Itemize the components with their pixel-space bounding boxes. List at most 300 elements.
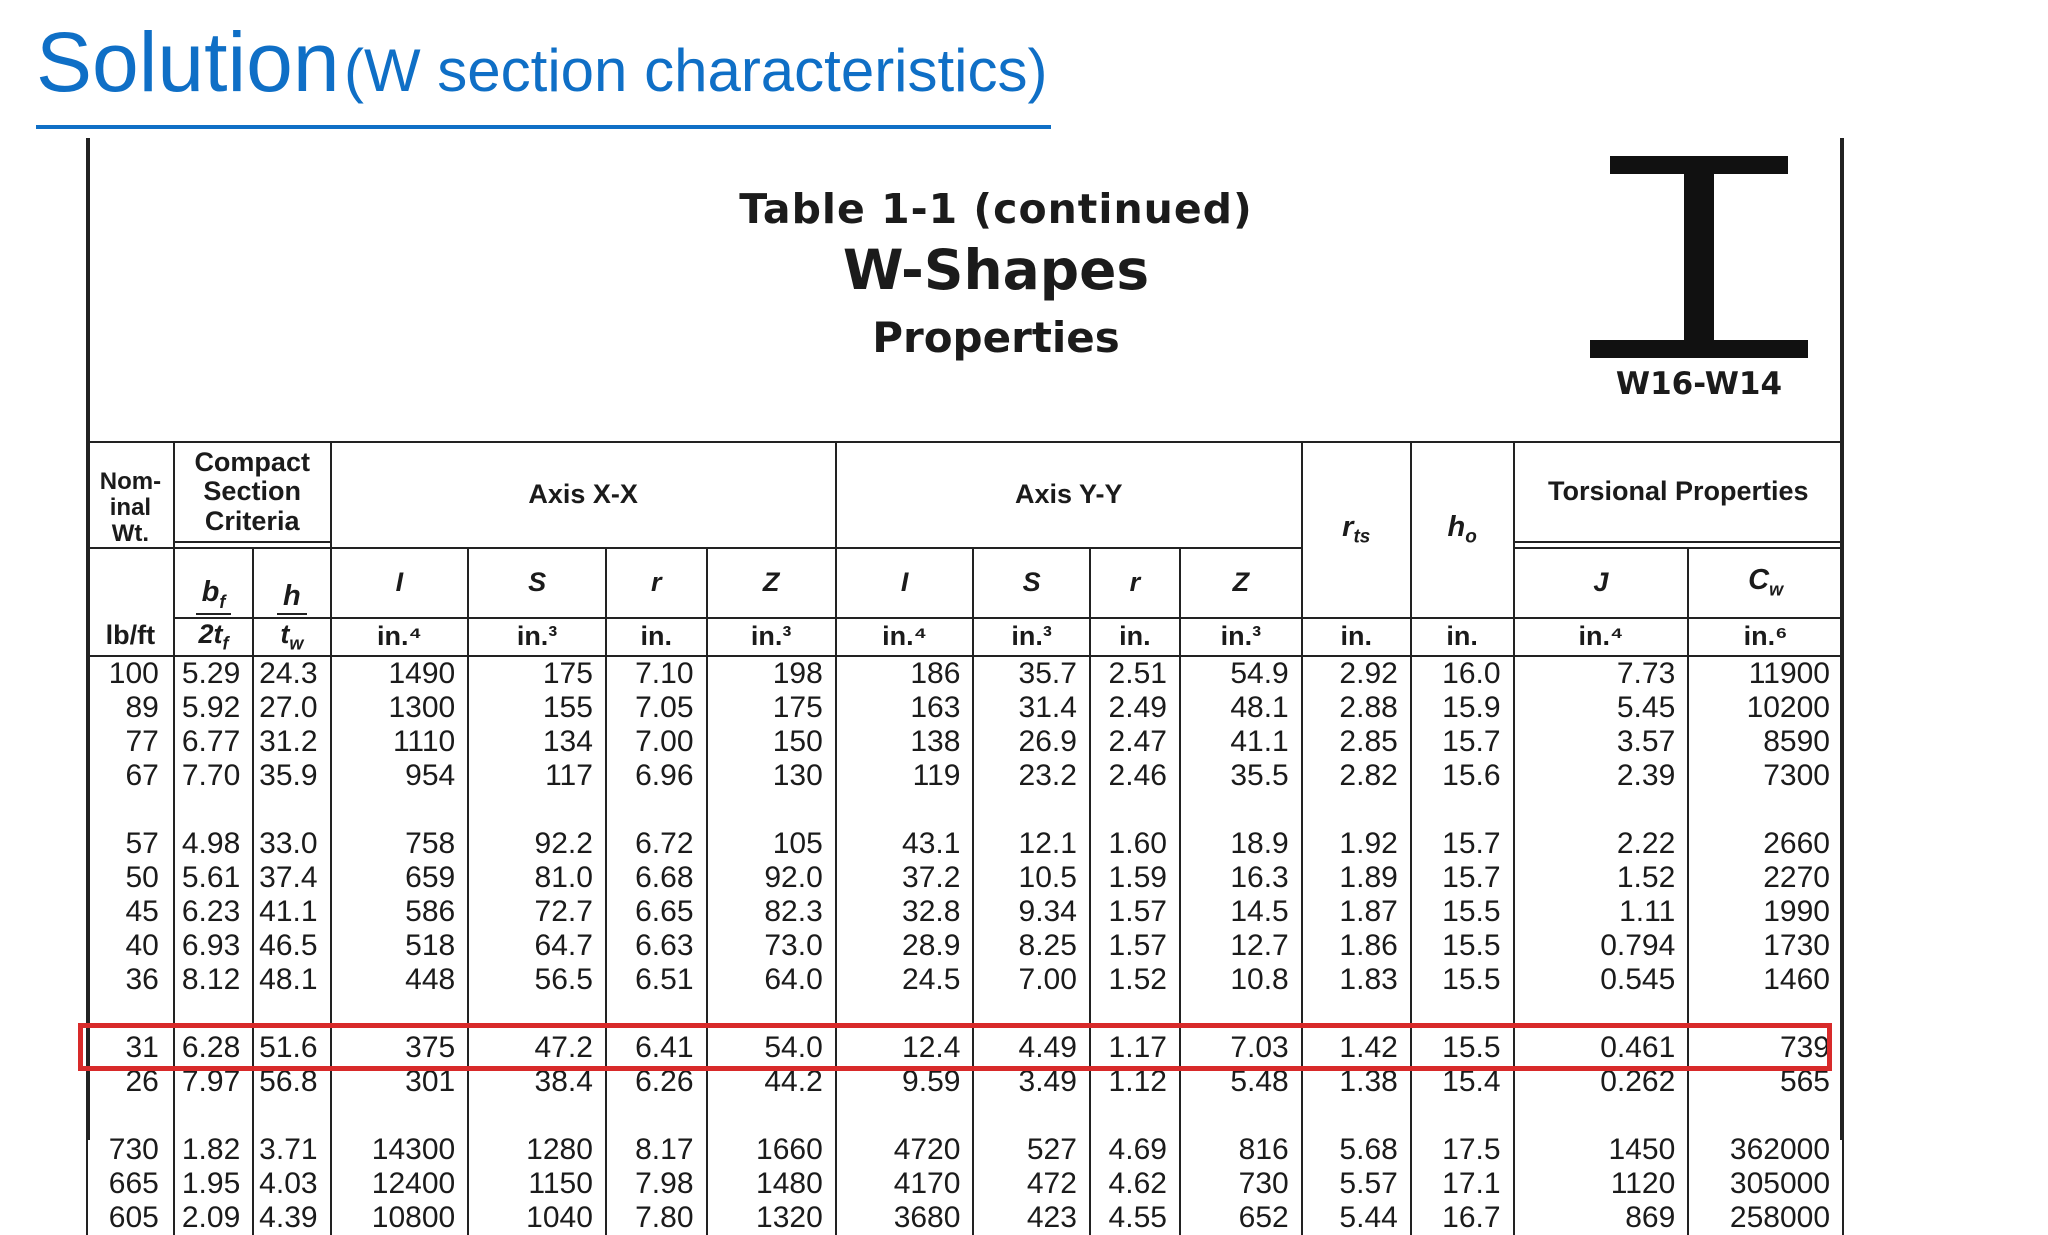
shape-range-label: W16-W14: [1615, 366, 1783, 402]
table-cell: 11900: [1688, 656, 1843, 691]
cw-header: $C_w$: [1688, 548, 1843, 618]
slide-title-subtitle: (W section characteristics): [344, 37, 1048, 104]
table-cell: 31: [87, 1031, 174, 1065]
table-cell: 8590: [1688, 725, 1843, 759]
table-cell: 2.22: [1514, 827, 1689, 861]
table-cell: 138: [836, 725, 974, 759]
table-cell: 57: [87, 827, 174, 861]
table-row: [87, 1167, 1843, 1201]
h-tw-header: h: [253, 548, 330, 618]
table-cell: 36: [87, 963, 174, 997]
table-cell: 46.5: [253, 929, 330, 963]
table-cell: 6.65: [606, 895, 707, 929]
table-cell: 2.92: [1302, 656, 1411, 691]
unit-cell: in.³: [1180, 618, 1302, 656]
table-cell: 816: [1180, 1133, 1302, 1167]
table-cell: 3.57: [1514, 725, 1689, 759]
table-cell: 45: [87, 895, 174, 929]
spacer-cell: [87, 793, 174, 827]
table-cell: 15.5: [1411, 895, 1514, 929]
table-cell: 31.4: [973, 691, 1089, 725]
table-cell: 5.57: [1302, 1167, 1411, 1201]
torsional-properties-header: Torsional Properties: [1514, 442, 1843, 542]
slide-title-main: Solution: [36, 15, 340, 109]
table-cell: 77: [87, 725, 174, 759]
table-cell: 9.34: [973, 895, 1089, 929]
table-cell: 1.95: [174, 1167, 253, 1201]
units-row: [87, 618, 1843, 656]
table-cell: 1320: [707, 1201, 836, 1235]
unit-cell: in.⁴: [836, 618, 974, 656]
table-cell: 527: [973, 1133, 1089, 1167]
table-row: [87, 929, 1843, 963]
nominal-weight-blank: lb/ft: [87, 548, 174, 656]
table-cell: 43.1: [836, 827, 974, 861]
spacer-cell: [973, 793, 1089, 827]
table-cell: 8.17: [606, 1133, 707, 1167]
iy-header: I: [836, 548, 974, 618]
table-cell: 1.17: [1090, 1031, 1180, 1065]
table-cell: 14.5: [1180, 895, 1302, 929]
table-cell: 1280: [468, 1133, 606, 1167]
table-cell: 6.72: [606, 827, 707, 861]
spacer-cell: [1411, 1099, 1514, 1133]
table-cell: 6.41: [606, 1031, 707, 1065]
table-row: [87, 827, 1843, 861]
table-cell: 16.0: [1411, 656, 1514, 691]
rx-header: r: [606, 548, 707, 618]
table-cell: 4.98: [174, 827, 253, 861]
table-cell: 1.86: [1302, 929, 1411, 963]
table-cell: 7.97: [174, 1065, 253, 1099]
table-cell: 6.77: [174, 725, 253, 759]
table-cell: 92.2: [468, 827, 606, 861]
compact-section-header: Compact Section Criteria: [174, 442, 331, 542]
table-cell: 37.2: [836, 861, 974, 895]
table-cell: 565: [1688, 1065, 1843, 1099]
table-cell: 7.03: [1180, 1031, 1302, 1065]
spacer-cell: [836, 793, 974, 827]
table-cell: 4170: [836, 1167, 974, 1201]
table-cell: 1480: [707, 1167, 836, 1201]
table-cell: 2.51: [1090, 656, 1180, 691]
properties-table: [86, 441, 1844, 1235]
table-cell: 869: [1514, 1201, 1689, 1235]
group-spacer: [87, 793, 1843, 827]
table-cell: 16.7: [1411, 1201, 1514, 1235]
table-cell: 1460: [1688, 963, 1843, 997]
table-cell: 1.89: [1302, 861, 1411, 895]
table-cell: 67: [87, 759, 174, 793]
table-cell: 175: [707, 691, 836, 725]
table-cell: 6.51: [606, 963, 707, 997]
table-cell: 32.8: [836, 895, 974, 929]
table-cell: 1.83: [1302, 963, 1411, 997]
table-cell: 2.49: [1090, 691, 1180, 725]
table-cell: 2270: [1688, 861, 1843, 895]
nominal-weight-header: Nom- inal Wt.: [87, 442, 174, 548]
spacer-cell: [1090, 1099, 1180, 1133]
table-cell: 1.82: [174, 1133, 253, 1167]
table-cell: 1.92: [1302, 827, 1411, 861]
table-cell: 56.5: [468, 963, 606, 997]
spacer-cell: [973, 1099, 1089, 1133]
spacer-cell: [1514, 793, 1689, 827]
table-cell: 2.47: [1090, 725, 1180, 759]
table-cell: 26: [87, 1065, 174, 1099]
table-cell: 15.6: [1411, 759, 1514, 793]
table-cell: 15.7: [1411, 725, 1514, 759]
table-cell: 48.1: [253, 963, 330, 997]
table-cell: 362000: [1688, 1133, 1843, 1167]
table-cell: 1.87: [1302, 895, 1411, 929]
ho-header: $h_o$: [1411, 442, 1514, 618]
table-cell: 15.5: [1411, 1031, 1514, 1065]
spacer-cell: [707, 1099, 836, 1133]
table-cell: 41.1: [253, 895, 330, 929]
table-cell: 150: [707, 725, 836, 759]
table-cell: 6.68: [606, 861, 707, 895]
table-cell: 2.85: [1302, 725, 1411, 759]
highlight-box-w31: [78, 1023, 1832, 1071]
table-cell: 0.262: [1514, 1065, 1689, 1099]
table-cell: 4.39: [253, 1201, 330, 1235]
table-cell: 2.09: [174, 1201, 253, 1235]
group-spacer: [87, 1099, 1843, 1133]
unit-cell: in.: [1411, 618, 1514, 656]
table-cell: 5.45: [1514, 691, 1689, 725]
table-cell: 17.1: [1411, 1167, 1514, 1201]
table-cell: 1450: [1514, 1133, 1689, 1167]
table-cell: 105: [707, 827, 836, 861]
table-cell: 56.8: [253, 1065, 330, 1099]
bf-2tf-denominator: $2t_f$: [174, 618, 253, 656]
table-cell: 10.5: [973, 861, 1089, 895]
table-cell: 23.2: [973, 759, 1089, 793]
table-cell: 117: [468, 759, 606, 793]
spacer-cell: [836, 1099, 974, 1133]
table-cell: 5.48: [1180, 1065, 1302, 1099]
table-cell: 1.60: [1090, 827, 1180, 861]
properties-table-body: [87, 656, 1843, 1235]
table-cell: 5.68: [1302, 1133, 1411, 1167]
zy-header: Z: [1180, 548, 1302, 618]
table-cell: 5.29: [174, 656, 253, 691]
table-cell: 605: [87, 1201, 174, 1235]
table-cell: 15.7: [1411, 861, 1514, 895]
table-cell: 258000: [1688, 1201, 1843, 1235]
spacer-cell: [1411, 793, 1514, 827]
table-cell: 48.1: [1180, 691, 1302, 725]
table-cell: 1490: [331, 656, 469, 691]
table-cell: 9.59: [836, 1065, 974, 1099]
table-cell: 12.1: [973, 827, 1089, 861]
table-cell: 586: [331, 895, 469, 929]
spacer-cell: [1180, 793, 1302, 827]
table-cell: 7.05: [606, 691, 707, 725]
table-cell: 7.73: [1514, 656, 1689, 691]
table-cell: 12400: [331, 1167, 469, 1201]
table-cell: 652: [1180, 1201, 1302, 1235]
table-row: [87, 1133, 1843, 1167]
table-heading-line2: W-Shapes: [842, 238, 1150, 302]
table-cell: 423: [973, 1201, 1089, 1235]
zx-header: Z: [707, 548, 836, 618]
table-cell: 163: [836, 691, 974, 725]
unit-cell: in.³: [973, 618, 1089, 656]
table-cell: 739: [1688, 1031, 1843, 1065]
table-cell: 472: [973, 1167, 1089, 1201]
table-row: [87, 691, 1843, 725]
table-cell: 4.49: [973, 1031, 1089, 1065]
table-cell: 4.62: [1090, 1167, 1180, 1201]
table-cell: 17.5: [1411, 1133, 1514, 1167]
table-cell: 0.794: [1514, 929, 1689, 963]
spacer-cell: [174, 793, 253, 827]
ry-header: r: [1090, 548, 1180, 618]
table-cell: 1110: [331, 725, 469, 759]
table-cell: 6.26: [606, 1065, 707, 1099]
unit-cell: in.³: [707, 618, 836, 656]
spacer-cell: [468, 793, 606, 827]
rts-header: $r_{ts}$: [1302, 442, 1411, 618]
table-cell: 4720: [836, 1133, 974, 1167]
spacer-cell: [174, 1099, 253, 1133]
table-cell: 730: [87, 1133, 174, 1167]
table-cell: 8.25: [973, 929, 1089, 963]
table-cell: 82.3: [707, 895, 836, 929]
table-cell: 12.7: [1180, 929, 1302, 963]
table-cell: 15.4: [1411, 1065, 1514, 1099]
table-cell: 1150: [468, 1167, 606, 1201]
table-cell: 4.55: [1090, 1201, 1180, 1235]
ix-header: I: [331, 548, 469, 618]
table-cell: 2.39: [1514, 759, 1689, 793]
table-cell: 81.0: [468, 861, 606, 895]
table-cell: 3.49: [973, 1065, 1089, 1099]
table-cell: 72.7: [468, 895, 606, 929]
table-cell: 7.00: [973, 963, 1089, 997]
spacer-cell: [468, 1099, 606, 1133]
table-cell: 31.2: [253, 725, 330, 759]
table-cell: 35.5: [1180, 759, 1302, 793]
table-cell: 1.52: [1514, 861, 1689, 895]
table-cell: 10800: [331, 1201, 469, 1235]
table-cell: 198: [707, 656, 836, 691]
table-cell: 6.93: [174, 929, 253, 963]
i-beam-icon: [1580, 156, 1818, 366]
spacer-cell: [331, 793, 469, 827]
table-cell: 1730: [1688, 929, 1843, 963]
spacer-cell: [606, 1099, 707, 1133]
table-cell: 7.98: [606, 1167, 707, 1201]
table-cell: 1120: [1514, 1167, 1689, 1201]
spacer-cell: [1302, 793, 1411, 827]
bf-2tf-header: $b_f$: [174, 548, 253, 618]
table-cell: 15.7: [1411, 827, 1514, 861]
table-cell: 92.0: [707, 861, 836, 895]
table-cell: 305000: [1688, 1167, 1843, 1201]
sx-header: S: [468, 548, 606, 618]
table-cell: 15.9: [1411, 691, 1514, 725]
spacer-cell: [253, 793, 330, 827]
table-row: [87, 963, 1843, 997]
unit-cell: in.: [1302, 618, 1411, 656]
table-cell: 28.9: [836, 929, 974, 963]
table-cell: 954: [331, 759, 469, 793]
spacer-cell: [1302, 1099, 1411, 1133]
axis-xx-header: Axis X-X: [331, 442, 836, 548]
table-cell: 35.9: [253, 759, 330, 793]
table-cell: 119: [836, 759, 974, 793]
table-cell: 758: [331, 827, 469, 861]
table-cell: 7.00: [606, 725, 707, 759]
table-cell: 3680: [836, 1201, 974, 1235]
table-row: [87, 861, 1843, 895]
j-header: J: [1514, 548, 1689, 618]
table-cell: 8.12: [174, 963, 253, 997]
table-heading-line3: Properties: [872, 313, 1120, 362]
table-cell: 1.57: [1090, 929, 1180, 963]
table-cell: 100: [87, 656, 174, 691]
scanned-table-image: [86, 138, 1844, 1234]
table-cell: 51.6: [253, 1031, 330, 1065]
table-cell: 4.03: [253, 1167, 330, 1201]
unit-cell: in.: [1090, 618, 1180, 656]
table-cell: 54.9: [1180, 656, 1302, 691]
table-cell: 2.88: [1302, 691, 1411, 725]
table-cell: 41.1: [1180, 725, 1302, 759]
table-cell: 1.42: [1302, 1031, 1411, 1065]
h-tw-denominator: $t_w$: [253, 618, 330, 656]
unit-cell: in.⁴: [331, 618, 469, 656]
table-cell: 5.92: [174, 691, 253, 725]
table-cell: 1.38: [1302, 1065, 1411, 1099]
spacer-cell: [1688, 793, 1843, 827]
table-cell: 155: [468, 691, 606, 725]
table-row: [87, 895, 1843, 929]
table-cell: 7300: [1688, 759, 1843, 793]
table-cell: 14300: [331, 1133, 469, 1167]
table-cell: 47.2: [468, 1031, 606, 1065]
spacer-cell: [606, 793, 707, 827]
table-cell: 40: [87, 929, 174, 963]
table-row: [87, 1201, 1843, 1235]
table-cell: 12.4: [836, 1031, 974, 1065]
table-cell: 15.5: [1411, 929, 1514, 963]
spacer-cell: [1514, 1099, 1689, 1133]
table-cell: 5.61: [174, 861, 253, 895]
table-cell: 1.52: [1090, 963, 1180, 997]
table-cell: 10200: [1688, 691, 1843, 725]
table-cell: 5.44: [1302, 1201, 1411, 1235]
table-cell: 27.0: [253, 691, 330, 725]
table-cell: 186: [836, 656, 974, 691]
table-cell: 0.545: [1514, 963, 1689, 997]
table-cell: 24.5: [836, 963, 974, 997]
table-cell: 6.96: [606, 759, 707, 793]
table-cell: 64.0: [707, 963, 836, 997]
table-cell: 4.69: [1090, 1133, 1180, 1167]
table-cell: 1.11: [1514, 895, 1689, 929]
table-cell: 38.4: [468, 1065, 606, 1099]
table-cell: 1300: [331, 691, 469, 725]
table-cell: 37.4: [253, 861, 330, 895]
table-cell: 33.0: [253, 827, 330, 861]
table-cell: 175: [468, 656, 606, 691]
table-cell: 3.71: [253, 1133, 330, 1167]
table-cell: 7.80: [606, 1201, 707, 1235]
table-cell: 2660: [1688, 827, 1843, 861]
title-underline: [36, 125, 1051, 129]
table-cell: 6.63: [606, 929, 707, 963]
table-cell: 7.70: [174, 759, 253, 793]
table-cell: 1.57: [1090, 895, 1180, 929]
unit-cell: in.⁶: [1688, 618, 1843, 656]
table-row: [87, 725, 1843, 759]
table-heading-line1: Table 1-1 (continued): [739, 185, 1253, 233]
table-cell: 64.7: [468, 929, 606, 963]
table-cell: 73.0: [707, 929, 836, 963]
table-cell: 2.82: [1302, 759, 1411, 793]
table-cell: 375: [331, 1031, 469, 1065]
table-cell: 6.28: [174, 1031, 253, 1065]
table-cell: 24.3: [253, 656, 330, 691]
table-cell: 130: [707, 759, 836, 793]
spacer-cell: [253, 1099, 330, 1133]
table-cell: 15.5: [1411, 963, 1514, 997]
table-cell: 1.59: [1090, 861, 1180, 895]
table-cell: 1040: [468, 1201, 606, 1235]
table-cell: 18.9: [1180, 827, 1302, 861]
sy-header: S: [973, 548, 1089, 618]
table-cell: 1660: [707, 1133, 836, 1167]
spacer-cell: [331, 1099, 469, 1133]
table-cell: 50: [87, 861, 174, 895]
table-cell: 301: [331, 1065, 469, 1099]
slide-title: [36, 15, 1048, 109]
table-row: [87, 759, 1843, 793]
table-cell: 2.46: [1090, 759, 1180, 793]
spacer-cell: [87, 1099, 174, 1133]
table-cell: 44.2: [707, 1065, 836, 1099]
table-cell: 89: [87, 691, 174, 725]
table-cell: 659: [331, 861, 469, 895]
table-cell: 6.23: [174, 895, 253, 929]
table-cell: 54.0: [707, 1031, 836, 1065]
table-cell: 10.8: [1180, 963, 1302, 997]
table-cell: 730: [1180, 1167, 1302, 1201]
table-row: [87, 656, 1843, 691]
table-cell: 1990: [1688, 895, 1843, 929]
spacer-cell: [1090, 793, 1180, 827]
table-cell: 16.3: [1180, 861, 1302, 895]
table-cell: 26.9: [973, 725, 1089, 759]
spacer-cell: [707, 793, 836, 827]
table-cell: 665: [87, 1167, 174, 1201]
spacer-cell: [1180, 1099, 1302, 1133]
table-cell: 518: [331, 929, 469, 963]
table-cell: 448: [331, 963, 469, 997]
table-cell: 7.10: [606, 656, 707, 691]
table-cell: 35.7: [973, 656, 1089, 691]
table-cell: 1.12: [1090, 1065, 1180, 1099]
unit-cell: in.⁴: [1514, 618, 1689, 656]
axis-yy-header: Axis Y-Y: [836, 442, 1302, 548]
unit-cell: in.: [606, 618, 707, 656]
spacer-cell: [1688, 1099, 1843, 1133]
unit-cell: in.³: [468, 618, 606, 656]
